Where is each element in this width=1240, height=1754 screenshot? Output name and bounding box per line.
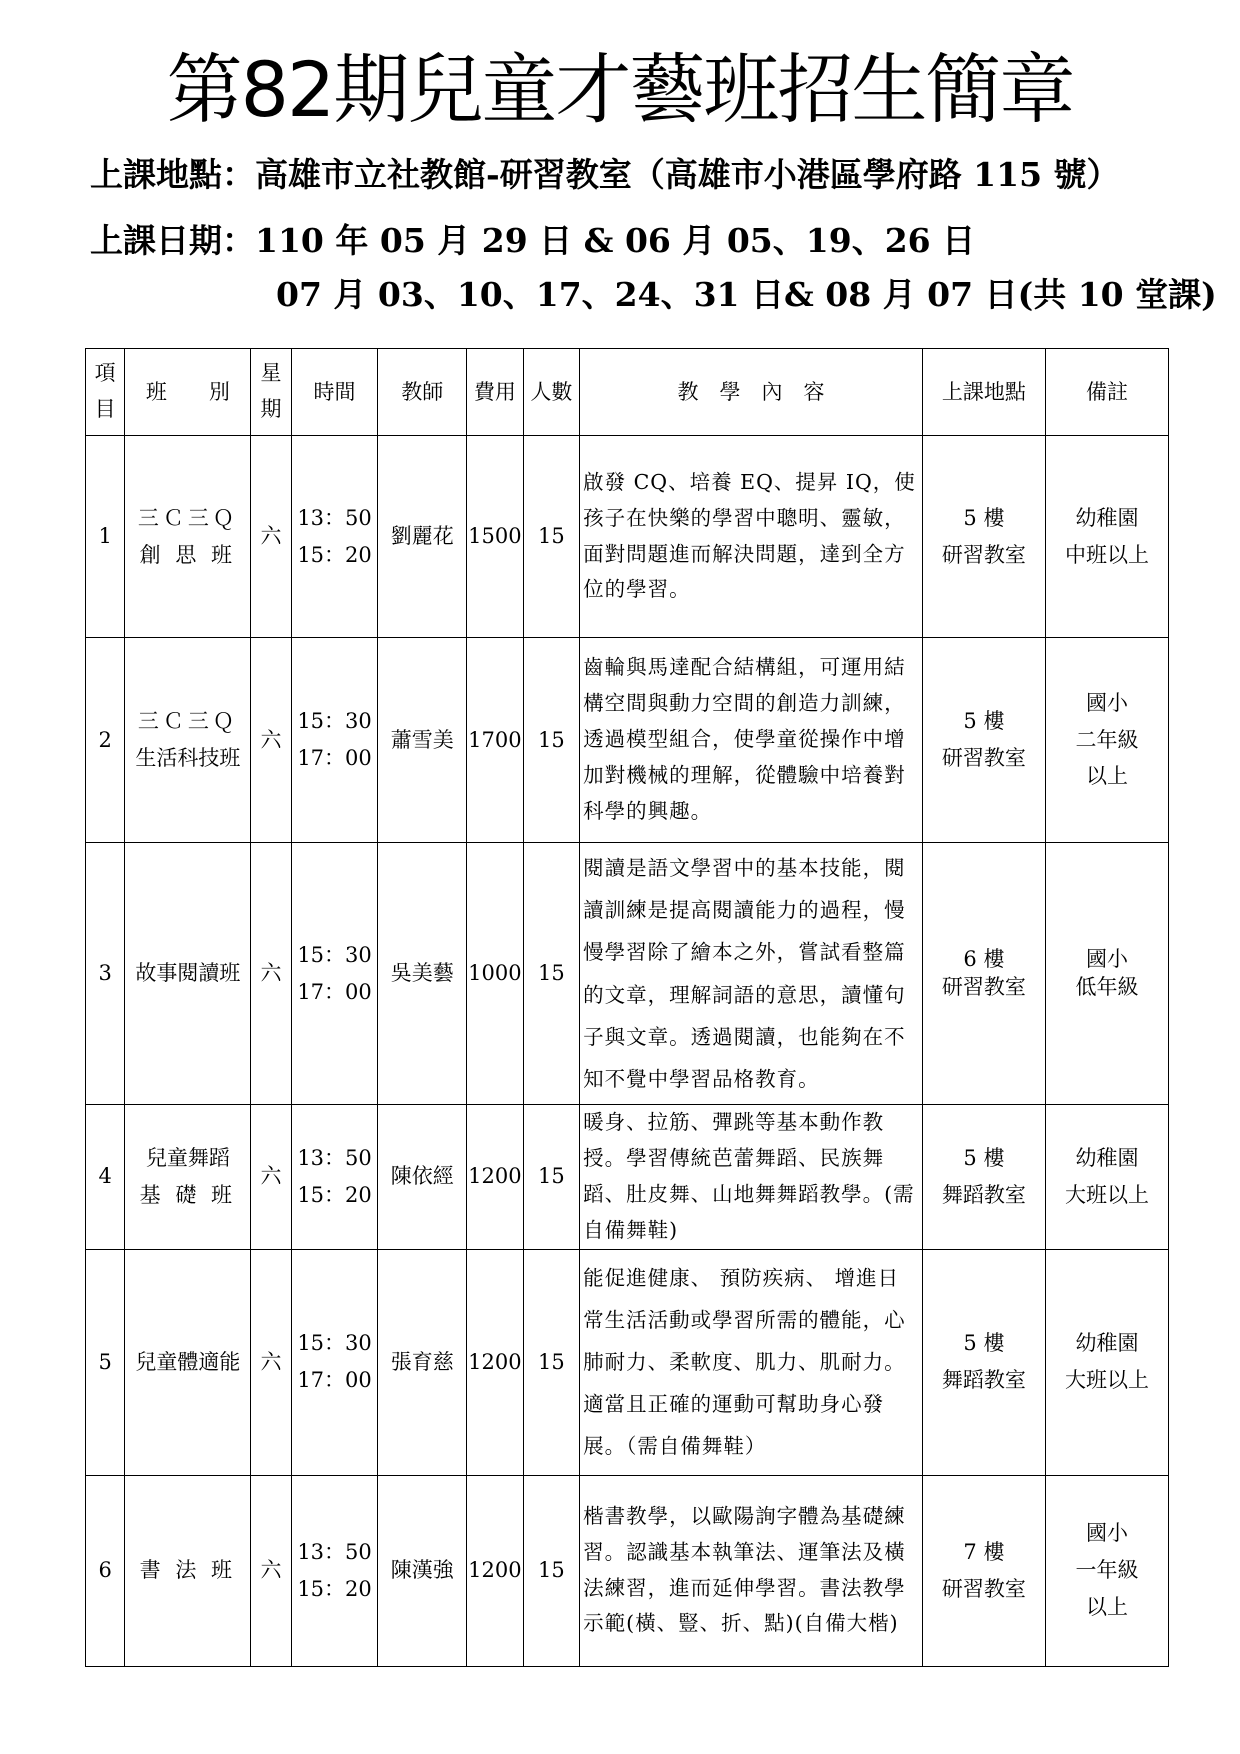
class-note: 國小 一年級 以上 [1045, 1475, 1168, 1666]
teacher: 陳依經 [378, 1105, 467, 1250]
teacher: 吳美藝 [378, 843, 467, 1105]
class-place: 5 樓 研習教室 [922, 638, 1045, 843]
row-number: 2 [86, 638, 125, 843]
header-weekday: 星 期 [251, 349, 291, 436]
header-place: 上課地點 [922, 349, 1045, 436]
table-header-row [86, 349, 1169, 436]
class-name: 三Ｃ三Ｑ 生活科技班 [125, 638, 251, 843]
class-name: 兒童舞蹈 基 礎 班 [125, 1105, 251, 1250]
weekday: 六 [251, 1105, 291, 1250]
class-name: 三Ｃ三Ｑ 創 思 班 [125, 436, 251, 638]
header-time: 時間 [291, 349, 378, 436]
capacity: 15 [523, 638, 579, 843]
class-note: 國小 二年級 以上 [1045, 638, 1168, 843]
header-item: 項 目 [86, 349, 125, 436]
class-place: 5 樓 研習教室 [922, 436, 1045, 638]
class-time: 15：30 17：00 [291, 1249, 378, 1475]
class-name: 故事閱讀班 [125, 843, 251, 1105]
class-note: 幼稚園 大班以上 [1045, 1105, 1168, 1250]
page-title: 第82期兒童才藝班招生簡章 [166, 45, 1074, 134]
class-place: 5 樓 舞蹈教室 [922, 1249, 1045, 1475]
class-time: 15：30 17：00 [291, 638, 378, 843]
capacity: 15 [523, 1249, 579, 1475]
class-time: 15：30 17：00 [291, 843, 378, 1105]
table-row [86, 436, 1169, 638]
course-table [85, 348, 1169, 1667]
header-class: 班 別 [125, 349, 251, 436]
fee: 1200 [467, 1105, 523, 1250]
row-number: 6 [86, 1475, 125, 1666]
class-name: 兒童體適能 [125, 1249, 251, 1475]
teacher: 蕭雪美 [378, 638, 467, 843]
class-note: 幼稚園 中班以上 [1045, 436, 1168, 638]
capacity: 15 [523, 843, 579, 1105]
fee: 1700 [467, 638, 523, 843]
teacher: 陳漢強 [378, 1475, 467, 1666]
class-dates-line2: 07 月 03、10、17、24、31 日& 08 月 07 日(共 10 堂課) [276, 275, 1217, 314]
fee: 1200 [467, 1475, 523, 1666]
weekday: 六 [251, 1249, 291, 1475]
class-location: 上課地點：高雄市立社教館-研習教室（高雄市小港區學府路 115 號） [90, 155, 1120, 194]
class-time: 13：50 15：20 [291, 1105, 378, 1250]
class-time: 13：50 15：20 [291, 436, 378, 638]
table-row [86, 1249, 1169, 1475]
class-note: 幼稚園 大班以上 [1045, 1249, 1168, 1475]
teacher: 張育慈 [378, 1249, 467, 1475]
header-teacher: 教師 [378, 349, 467, 436]
fee: 1500 [467, 436, 523, 638]
header-note: 備註 [1045, 349, 1168, 436]
class-time: 13：50 15：20 [291, 1475, 378, 1666]
class-place: 5 樓 舞蹈教室 [922, 1105, 1045, 1250]
row-number: 3 [86, 843, 125, 1105]
course-content: 啟發 CQ、培養 EQ、提昇 IQ，使孩子在快樂的學習中聰明、靈敏，面對問題進而解決問題，達到全方位的學習。 [580, 436, 923, 638]
capacity: 15 [523, 1105, 579, 1250]
class-name: 書 法 班 [125, 1475, 251, 1666]
course-content: 閱讀是語文學習中的基本技能，閱讀訓練是提高閱讀能力的過程，慢慢學習除了繪本之外，嘗試看整篇的文章，理解詞語的意思，讀懂句子與文章。透過閱讀，也能夠在不知不覺中學習品格教育。 [580, 843, 923, 1105]
table-row [86, 638, 1169, 843]
weekday: 六 [251, 1475, 291, 1666]
course-content: 楷書教學，以歐陽詢字體為基礎練習。認識基本執筆法、運筆法及橫法練習，進而延伸學習。書法教學示範(橫、豎、折、點)(自備大楷) [580, 1475, 923, 1666]
row-number: 1 [86, 436, 125, 638]
weekday: 六 [251, 843, 291, 1105]
fee: 1200 [467, 1249, 523, 1475]
capacity: 15 [523, 1475, 579, 1666]
header-capacity: 人數 [523, 349, 579, 436]
course-content: 暖身、拉筋、彈跳等基本動作教授。學習傳統芭蕾舞蹈、民族舞蹈、肚皮舞、山地舞舞蹈教學。(需自備舞鞋) [580, 1105, 923, 1250]
header-content: 教 學 內 容 [580, 349, 923, 436]
teacher: 劉麗花 [378, 436, 467, 638]
table-row [86, 1475, 1169, 1666]
class-note: 國小 低年級 [1045, 843, 1168, 1105]
class-dates-line1: 上課日期：110 年 05 月 29 日 & 06 月 05、19、26 日 [90, 221, 976, 260]
table-row [86, 843, 1169, 1105]
row-number: 5 [86, 1249, 125, 1475]
weekday: 六 [251, 436, 291, 638]
course-content: 齒輪與馬達配合結構組，可運用結構空間與動力空間的創造力訓練，透過模型組合，使學童從操作中增加對機械的理解，從體驗中培養對科學的興趣。 [580, 638, 923, 843]
class-place: 7 樓 研習教室 [922, 1475, 1045, 1666]
class-place: 6 樓 研習教室 [922, 843, 1045, 1105]
table-row [86, 1105, 1169, 1250]
fee: 1000 [467, 843, 523, 1105]
row-number: 4 [86, 1105, 125, 1250]
capacity: 15 [523, 436, 579, 638]
weekday: 六 [251, 638, 291, 843]
course-content: 能促進健康、 預防疾病、 增進日常生活活動或學習所需的體能，心肺耐力、柔軟度、肌力、肌耐力。適當且正確的運動可幫助身心發展。（需自備舞鞋） [580, 1249, 923, 1475]
header-fee: 費用 [467, 349, 523, 436]
